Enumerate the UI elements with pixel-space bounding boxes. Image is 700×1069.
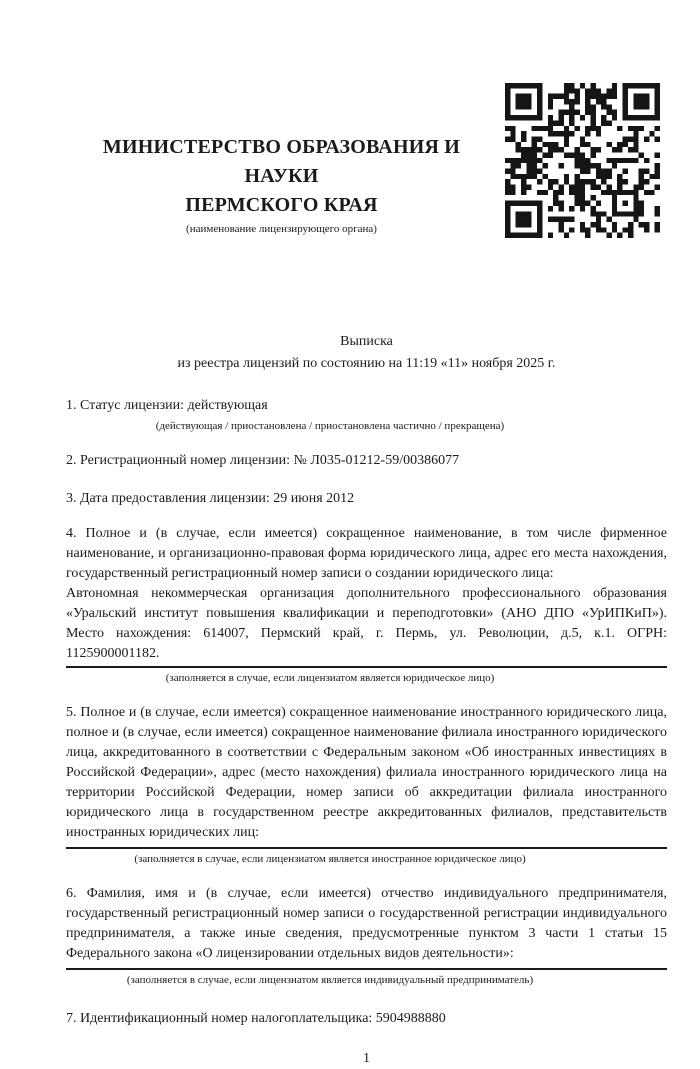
fill-line [66,968,667,970]
item-legal-entity-caption: (заполняется в случае, если лицензиатом является юридическое лицо) [165,672,495,684]
item-registration-number: 2. Регистрационный номер лицензии: № Л035-01212-59/00386077 [66,453,460,468]
qr-code-icon [505,83,660,238]
document-title [66,331,667,375]
item-license-status-caption: (действующая / приостановлена / приостановлена частично / прекращена) [155,420,505,432]
item-legal-entity-text: 4. Полное и (в случае, если имеется) сокращенное наименование, в том числе фирменное наименование, и организационно-правовая форма юридического лица, адрес его места нахождения, государственный регистрационный номер записи о создании юридического лица: [66,526,667,581]
document-title-line2: из реестра лицензий по состоянию на 11:19 «11» ноября 2025 г. [177,356,556,371]
item-legal-entity-value: Автономная некоммерческая организация дополнительного профессионального образования «Уральский институт повышения квалификации и переподготовки» (АНО ДПО «УрИПКиП»). Место нахождения: 614007, Пермский край, г. Пермь, ул. Революции, д.5, к.1. ОГРН: 1125900001182. [66,586,667,661]
ministry-name-line2: ПЕРМСКОГО КРАЯ [185,194,378,216]
ministry-caption: (наименование лицензирующего органа) [186,223,377,235]
ministry-name-line1: МИНИСТЕРСТВО ОБРАЗОВАНИЯ И НАУКИ [102,136,461,187]
item-license-status: 1. Статус лицензии: действующая [66,398,268,413]
item-foreign-entity-text: 5. Полное и (в случае, если имеется) сокращенное наименование иностранного юридического лица, полное и (в случае, если имеется) сокращенное наименование филиала иностранного юридического лица, аккредитованного в соответствии с Федеральным законом «Об иностранных инвестициях в Российской Федерации», адрес (место нахождения) филиала иностранного юридического лица на территории Российской Федерации, номер записи об аккредитации филиала иностранного юридического лица в государственном реестре аккредитованных филиалов, представительств иностранных юридических лиц: [66,705,667,840]
fill-line [66,666,667,668]
ministry-header [66,0,497,236]
ministry-name [66,133,497,220]
item-entrepreneur-text: 6. Фамилия, имя и (в случае, если имеется) отчество индивидуального предпринимателя, государственный регистрационный номер записи о государственной регистрации индивидуального предпринимателя, а также иные сведения, предусмотренные пунктом 3 части 1 статьи 15 Федерального закона «О лицензировании отдельных видов деятельности»: [66,886,667,961]
document-title-line1: Выписка [340,334,393,349]
item-taxpayer-number: 7. Идентификационный номер налогоплательщика: 5904988880 [66,1011,446,1026]
item-entrepreneur-caption: (заполняется в случае, если лицензиатом является индивидуальный предприниматель) [126,974,534,986]
item-license-grant-date: 3. Дата предоставления лицензии: 29 июня 2012 [66,491,355,506]
page-number: 1 [363,1051,370,1066]
fill-line [66,847,667,849]
item-foreign-entity-caption: (заполняется в случае, если лицензиатом является иностранное юридическое лицо) [134,853,526,865]
